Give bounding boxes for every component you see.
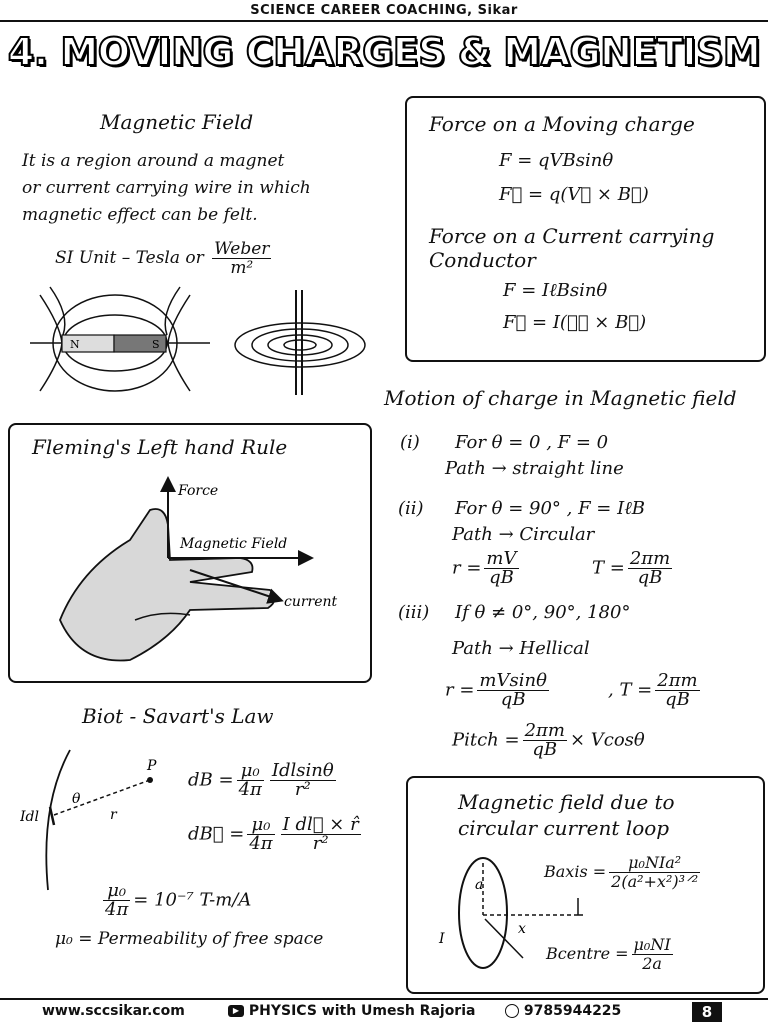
helical-period-formula: , T = $\frac{2\pi m}{qB}$ [608,670,698,710]
biot-scalar-formula: dB = $\frac{\text{μ₀}}{4\pi}$ $\frac{\text{Idlsinθ}}{\text{r²}}$ [188,760,334,800]
fleming-heading: Fleming's Left hand Rule [32,435,288,459]
page-number: 8 [692,1002,722,1022]
case-3-condition: If θ ≠ 0°, 90°, 180° [455,602,631,623]
loop-heading-1: Magnetic field due to [458,790,675,814]
loop-heading-2: circular current loop [458,816,670,840]
case-1-num: (i) [400,432,420,453]
idl-label: Idl [20,809,39,825]
case-2-num: (ii) [398,498,424,519]
baxis-formula: Baxis = $\frac{\text{μ₀NIa²}}{\text{2(a²+x²)³ᐟ²}}$ [544,853,699,891]
biot-vector-formula: dB⃗ = $\frac{\text{μ₀}}{4\pi}$ $\frac{\text{I dl⃗ × r̂}}{\text{r²}}$ [188,814,359,854]
youtube-icon: ▶ [228,1005,244,1017]
case-3-num: (iii) [398,602,430,623]
case-1-path: Path → straight line [445,458,624,479]
magnetic-field-heading: Magnetic Field [100,110,254,134]
phone-number: 9785944225 [505,1003,621,1019]
force-conductor-heading-b: Conductor [429,248,536,272]
r-label: r [110,807,117,823]
force-eq-scalar: F = qVBsinθ [499,150,614,171]
case-1-condition: For θ = 0 , F = 0 [455,432,609,453]
case-2-condition: For θ = 90° , F = IℓB [455,498,645,519]
force-conductor-eq-scalar: F = IℓBsinθ [503,280,608,301]
force-moving-heading: Force on a Moving charge [429,112,695,136]
header-divider [0,20,768,22]
north-label: N [70,338,80,351]
force-label: Force [178,483,219,499]
magnetic-field-definition: It is a region around a magnet or current carrying wire in which magnetic effect can be felt. [22,151,311,225]
force-conductor-eq-vector: F⃗ = I(ℓ⃗ × B⃗) [503,312,647,333]
force-eq-vector: F⃗ = q(V⃗ × B⃗) [499,184,649,205]
magnetic-field-label: Magnetic Field [180,536,288,552]
distance-x-label: x [518,921,526,937]
bar-magnet-field-diagram [30,285,210,400]
force-conductor-heading-a: Force on a Current carrying [429,224,715,248]
fleming-box [8,423,372,683]
left-hand-diagram [40,470,360,670]
force-box [405,96,766,362]
pitch-formula: Pitch = $\frac{2\pi m}{qB}$ × Vcosθ [452,720,645,760]
south-label: S [152,338,160,351]
si-unit-fraction: $\frac{\text{Weber}}{\text{m²}}$ [214,239,270,278]
case-2-path: Path → Circular [452,524,595,545]
radius-formula: r = $\frac{mV}{qB}$ [452,548,517,588]
theta-label: θ [72,791,81,807]
whatsapp-icon [505,1004,519,1018]
radius-a-label: a [475,877,484,893]
mu-constant-formula: $\frac{\text{μ₀}}{4\pi}$ = 10⁻⁷ T-m/A [105,880,252,920]
helical-radius-formula: r = $\frac{mVsin\theta}{qB}$ [445,670,547,710]
point-p-label: P [147,758,157,774]
bcentre-formula: Bcentre = $\frac{\text{μ₀NI}}{2a}$ [546,935,671,973]
current-label: current [284,594,338,610]
biot-savart-diagram [20,745,180,895]
biot-savart-heading: Biot - Savart's Law [82,704,274,728]
page-title: 4. MOVING CHARGES & MAGNETISM [7,30,761,74]
current-i-label: I [439,931,445,947]
si-unit-line: SI Unit – Tesla or $\frac{\text{Weber}}{\text{m²}}$ [55,239,270,278]
loop-box [406,776,765,994]
motion-heading: Motion of charge in Magnetic field [384,386,737,410]
website-link[interactable]: www.sccsikar.com [42,1003,185,1019]
organization-name: SCIENCE CAREER COACHING, Sikar [250,3,518,18]
mu-definition: μ₀ = Permeability of free space [55,929,324,949]
wire-field-diagram [230,290,370,395]
youtube-channel[interactable]: ▶ PHYSICS with Umesh Rajoria [228,1003,475,1019]
footer-divider [0,998,768,1000]
period-formula: T = $\frac{2\pi m}{qB}$ [592,548,671,588]
case-3-path: Path → Hellical [452,638,590,659]
